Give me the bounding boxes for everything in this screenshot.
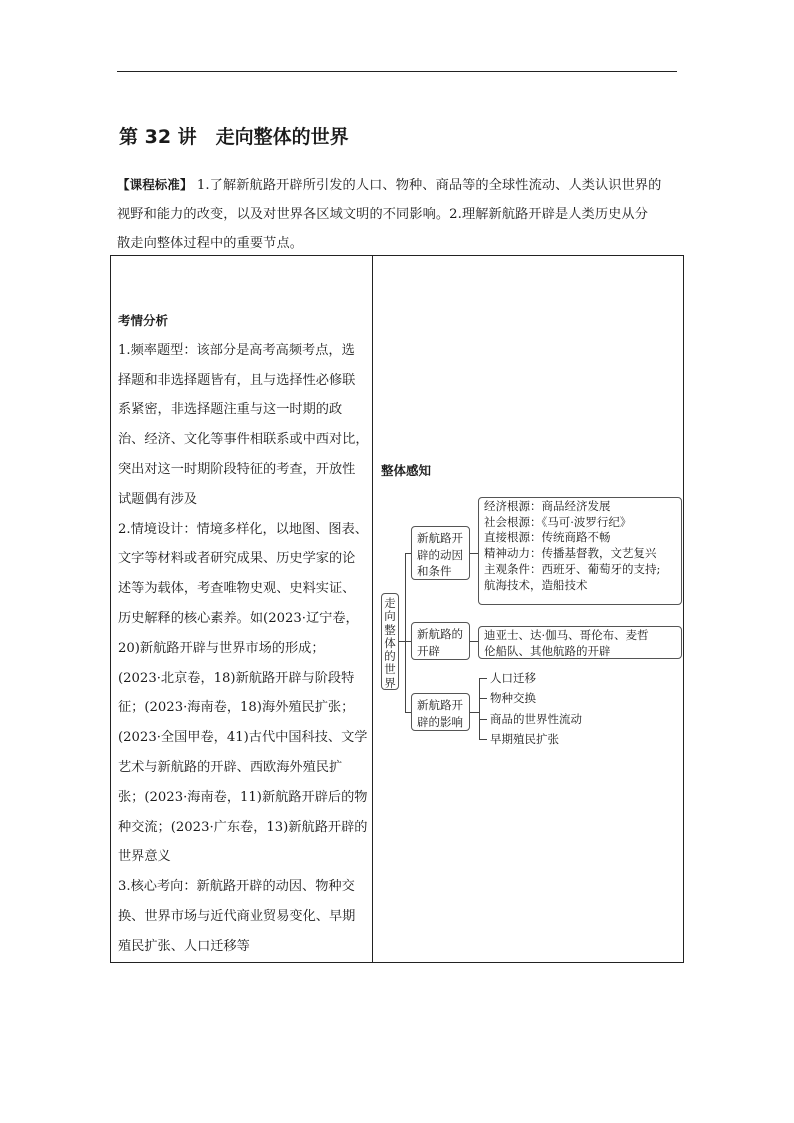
leaf-node-causes [478,497,682,605]
analysis-line: 1.频率题型：该部分是高考高频考点，选 [118,342,355,358]
analysis-line: 系紧密，非选择题注重与这一时期的政 [118,402,343,418]
analysis-line: 试题偶有涉及 [118,491,198,507]
analysis-line: 3.核心考向：新航路开辟的动因、物种交 [118,879,355,895]
leaf2-connector [470,641,478,642]
exam-analysis-heading: 考情分析 [118,313,169,328]
leaf-item: 物种交换 [490,691,536,706]
course-standard-line-1 [117,170,679,200]
branch-node-opening [411,622,470,660]
table-divider [372,256,373,962]
root-char: 走 [384,596,396,610]
overview-heading: 整体感知 [381,463,432,478]
branch-label: 辟的影响 [417,714,463,729]
analysis-line: (2023·北京卷，18)新航路开辟与阶段特 [118,670,355,686]
branch-label: 和条件 [417,564,452,578]
leaf3-tick [479,678,487,679]
course-standard-line-2: 视野和能力的改变，以及对世界各区域文明的不同影响。2.理解新航路开辟是人类历史从分 [117,207,648,222]
root-char: 向 [384,609,396,624]
leaf-item: 经济根源：商品经济发展 [484,499,611,513]
leaf-item: 直接根源：传统商路不畅 [484,530,611,545]
branch-label: 新航路的 [417,627,463,641]
analysis-line: 世界意义 [118,849,171,865]
branch-label: 新航路开 [417,698,463,712]
leaf-item: 迪亚士、达·伽马、哥伦布、麦哲 [484,628,649,642]
course-standard-line-3: 散走向整体过程中的重要节点。 [117,236,304,251]
course-standard-text: 1.了解新航路开辟所引发的人口、物种、商品等的全球性流动、人类认识世界的 [192,178,662,193]
root-bracket [405,553,406,713]
root-char: 世 [384,662,396,677]
leaf-item: 人口迁移 [490,671,536,685]
branch-label: 新航路开 [417,531,463,545]
analysis-line: 20)新航路开辟与世界市场的形成； [118,640,325,656]
leaf3-bracket [479,678,480,739]
analysis-line: 征；(2023·海南卷，18)海外殖民扩张； [118,700,355,716]
analysis-line: 述等为载体，考查唯物史观、史料实证、 [118,581,356,597]
analysis-line: 治、经济、文化等事件相联系或中西对比， [118,432,369,448]
header-rule [117,71,677,72]
leaf3-tick [479,739,487,740]
exam-analysis [118,306,368,962]
analysis-line: 历史解释的核心素养。如(2023·辽宁卷， [118,610,359,626]
course-standard [117,170,679,258]
branch-node-causes [411,526,470,580]
analysis-line: 张；(2023·海南卷，11)新航路开辟后的物 [118,789,368,805]
leaf3-tick [479,719,487,720]
analysis-line: 换、世界市场与近代商业贸易变化、早期 [118,908,356,924]
root-char: 的 [384,649,396,664]
course-standard-heading: 【课程标准】 [117,177,193,192]
leaf-item: 主观条件：西班牙、葡萄牙的支持; [484,561,661,576]
page-title: 第 32 讲 走向整体的世界 [119,126,349,148]
analysis-line: 殖民扩张、人口迁移等 [118,938,250,954]
leaf-item: 商品的世界性流动 [490,711,582,726]
leaf3-connector [470,712,479,713]
leaf-item: 精神动力：传播基督教，文艺复兴 [484,546,657,561]
analysis-line: 2.情境设计：情境多样化，以地图、图表、 [118,521,368,537]
leaf-item: 伦船队、其他航路的开辟 [484,643,611,658]
analysis-line: 突出对这一时期阶段特征的考查，开放性 [118,461,356,477]
root-char: 体 [384,635,396,650]
analysis-line: 择题和非选择题皆有，且与选择性必修联 [118,372,356,388]
analysis-line: (2023·全国甲卷，41)古代中国科技、文学 [118,730,368,746]
leaf1-connector [470,553,478,554]
root-node [381,593,399,690]
leaf-item: 社会根源：《马可·波罗行纪》 [484,514,632,529]
analysis-line: 艺术与新航路的开辟、西欧海外殖民扩 [118,759,343,775]
content-table [110,255,684,963]
root-char: 整 [384,622,396,637]
root-char: 界 [384,675,396,690]
branch-label: 开辟 [417,643,440,658]
branch-label: 辟的动因 [417,547,463,562]
leaf-node-opening [478,626,682,659]
leaf-item: 航海技术，造船技术 [484,577,588,592]
leaf-list-impact [490,668,582,749]
analysis-line: 种交流；(2023·广东卷，13)新航路开辟的 [118,819,368,835]
analysis-line: 文字等材料或者研究成果、历史学家的论 [118,551,356,567]
leaf-item: 早期殖民扩张 [490,731,559,746]
branch-node-impact [411,693,470,731]
leaf3-tick [479,698,487,699]
